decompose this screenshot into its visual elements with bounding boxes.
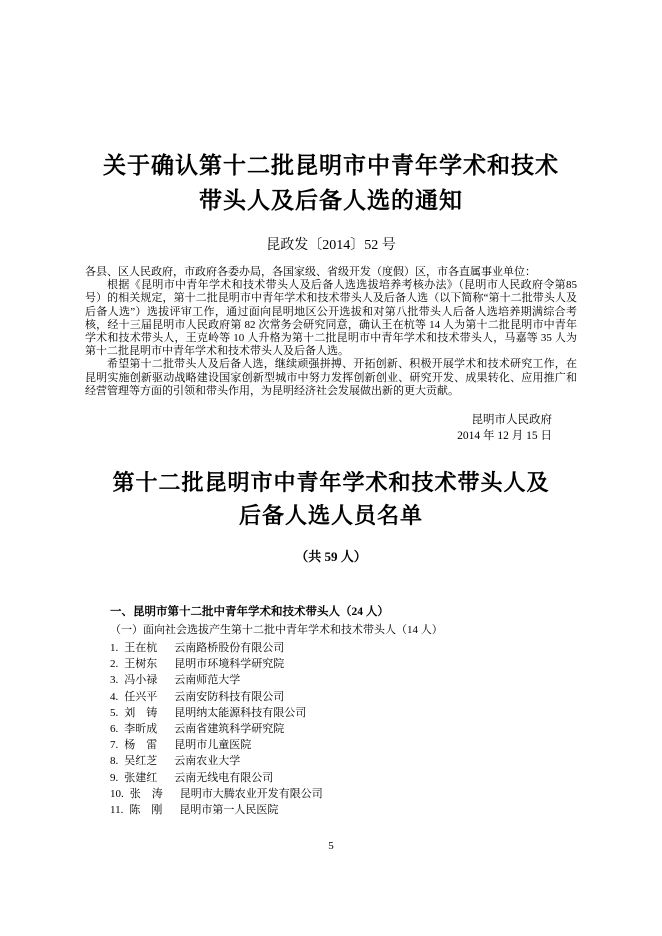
roster-title-line-2: 后备人选人员名单 xyxy=(238,503,423,529)
roster-title-line-1: 第十二批昆明市中青年学术和技术带头人及 xyxy=(112,470,550,496)
list-item-number: 5. xyxy=(110,706,119,719)
list-item-org: 昆明市第一人民医院 xyxy=(179,804,279,817)
list-item-name: 张建红 xyxy=(124,771,158,784)
list-item xyxy=(110,770,577,786)
list-item-org: 云南省建筑科学研究院 xyxy=(174,723,285,736)
list-item xyxy=(110,672,577,688)
notice-title xyxy=(85,148,577,218)
list-item-name: 李昕成 xyxy=(124,723,158,736)
list-item xyxy=(110,737,577,753)
list-item xyxy=(110,721,577,737)
roster-section xyxy=(85,605,577,818)
list-item xyxy=(110,689,577,705)
notice-paragraph-1: 根据《昆明市中青年学术和技术带头人及后备人选选拔培养考核办法》（昆明市人民政府令第85 号）的相关规定，第十二批昆明市中青年学术和技术带头人及后备人选（以下简称“第十二批带头人及后备人选”）选拔评审工作，通过面向昆明地区公开选拔和对第八批带头人后备人选培养期满综合考核，经十三届昆明市人民政府第 82 次常务会研究同意，确认王在杭等 14 人为第十二批昆明市中青年学术和技术带头人，王克岭等 10 人升格为第十二批昆明市中青年学术和技术带头人，马嘉等 35 人为第十二批昆明市中青年学术和技术带头人及后备人选。 xyxy=(85,279,577,358)
notice-title-line-2: 带头人及后备人选的通知 xyxy=(199,188,463,213)
salutation: 各县、区人民政府，市政府各委办局，各国家级、省级开发（度假）区，市各直属事业单位： xyxy=(85,266,536,278)
list-item-number: 7. xyxy=(110,739,119,752)
list-item-name: 陈 刚 xyxy=(129,804,163,817)
list-item-number: 8. xyxy=(110,755,119,768)
roster-title xyxy=(85,466,577,532)
roster-subsection-heading: （一）面向社会选拔产生第十二批中青年学术和技术带头人（14 人） xyxy=(110,624,443,637)
list-item-org: 昆明市儿童医院 xyxy=(174,739,252,752)
signature-block xyxy=(85,412,577,444)
list-item xyxy=(110,802,577,818)
signature-date: 2014 年 12 月 15 日 xyxy=(457,430,552,443)
list-item-number: 9. xyxy=(110,771,119,784)
list-item-org: 云南师范大学 xyxy=(174,674,241,687)
document-number: 昆政发〔2014〕52 号 xyxy=(266,238,396,253)
list-item-number: 1. xyxy=(110,642,119,655)
list-item xyxy=(110,705,577,721)
list-item-org: 昆明市环境科学研究院 xyxy=(174,658,285,671)
list-item-org: 云南农业大学 xyxy=(174,755,241,768)
list-item-name: 王树东 xyxy=(124,658,158,671)
list-item-name: 王在杭 xyxy=(124,642,158,655)
roster-section-heading: 一、昆明市第十二批中青年学术和技术带头人（24 人） xyxy=(110,606,389,619)
roster-total-count: （共 59 人） xyxy=(295,549,367,565)
list-item xyxy=(110,640,577,656)
notice-body xyxy=(85,266,577,398)
notice-paragraph-2: 希望第十二批带头人及后备人选，继续顽强拼搏、开拓创新、积极开展学术和技术研究工作，在昆明实施创新驱动战略建设国家创新型城市中努力发挥创新创业、研究开发、成果转化、应用推广和经营管理等方面的引领和带头作用，为昆明经济社会发展做出新的更大贡献。 xyxy=(85,358,577,397)
list-item xyxy=(110,753,577,769)
list-item-number: 6. xyxy=(110,723,119,736)
list-item xyxy=(110,656,577,672)
list-item-org: 云南路桥股份有限公司 xyxy=(174,642,285,655)
list-item xyxy=(110,786,577,802)
list-item-number: 2. xyxy=(110,658,119,671)
list-item-name: 张 涛 xyxy=(129,787,163,800)
list-item-name: 刘 铸 xyxy=(124,706,158,719)
leader-list xyxy=(110,640,577,818)
list-item-name: 杨 雷 xyxy=(124,739,158,752)
list-item-org: 云南无线电有限公司 xyxy=(174,771,274,784)
notice-title-line-1: 关于确认第十二批昆明市中青年学术和技术 xyxy=(103,153,559,178)
list-item-name: 吴红芝 xyxy=(124,755,158,768)
list-item-org: 云南安防科技有限公司 xyxy=(174,690,285,703)
list-item-name: 任兴平 xyxy=(124,690,158,703)
list-item-number: 4. xyxy=(110,690,119,703)
list-item-org: 昆明市大腾农业开发有限公司 xyxy=(179,787,323,800)
list-item-org: 昆明纳太能源科技有限公司 xyxy=(174,706,307,719)
list-item-number: 10. xyxy=(110,787,124,800)
list-item-number: 3. xyxy=(110,674,119,687)
list-item-number: 11. xyxy=(110,804,124,817)
page-number: 5 xyxy=(328,840,334,852)
list-item-name: 冯小禄 xyxy=(124,674,158,687)
signature-issuer: 昆明市人民政府 xyxy=(471,414,552,427)
